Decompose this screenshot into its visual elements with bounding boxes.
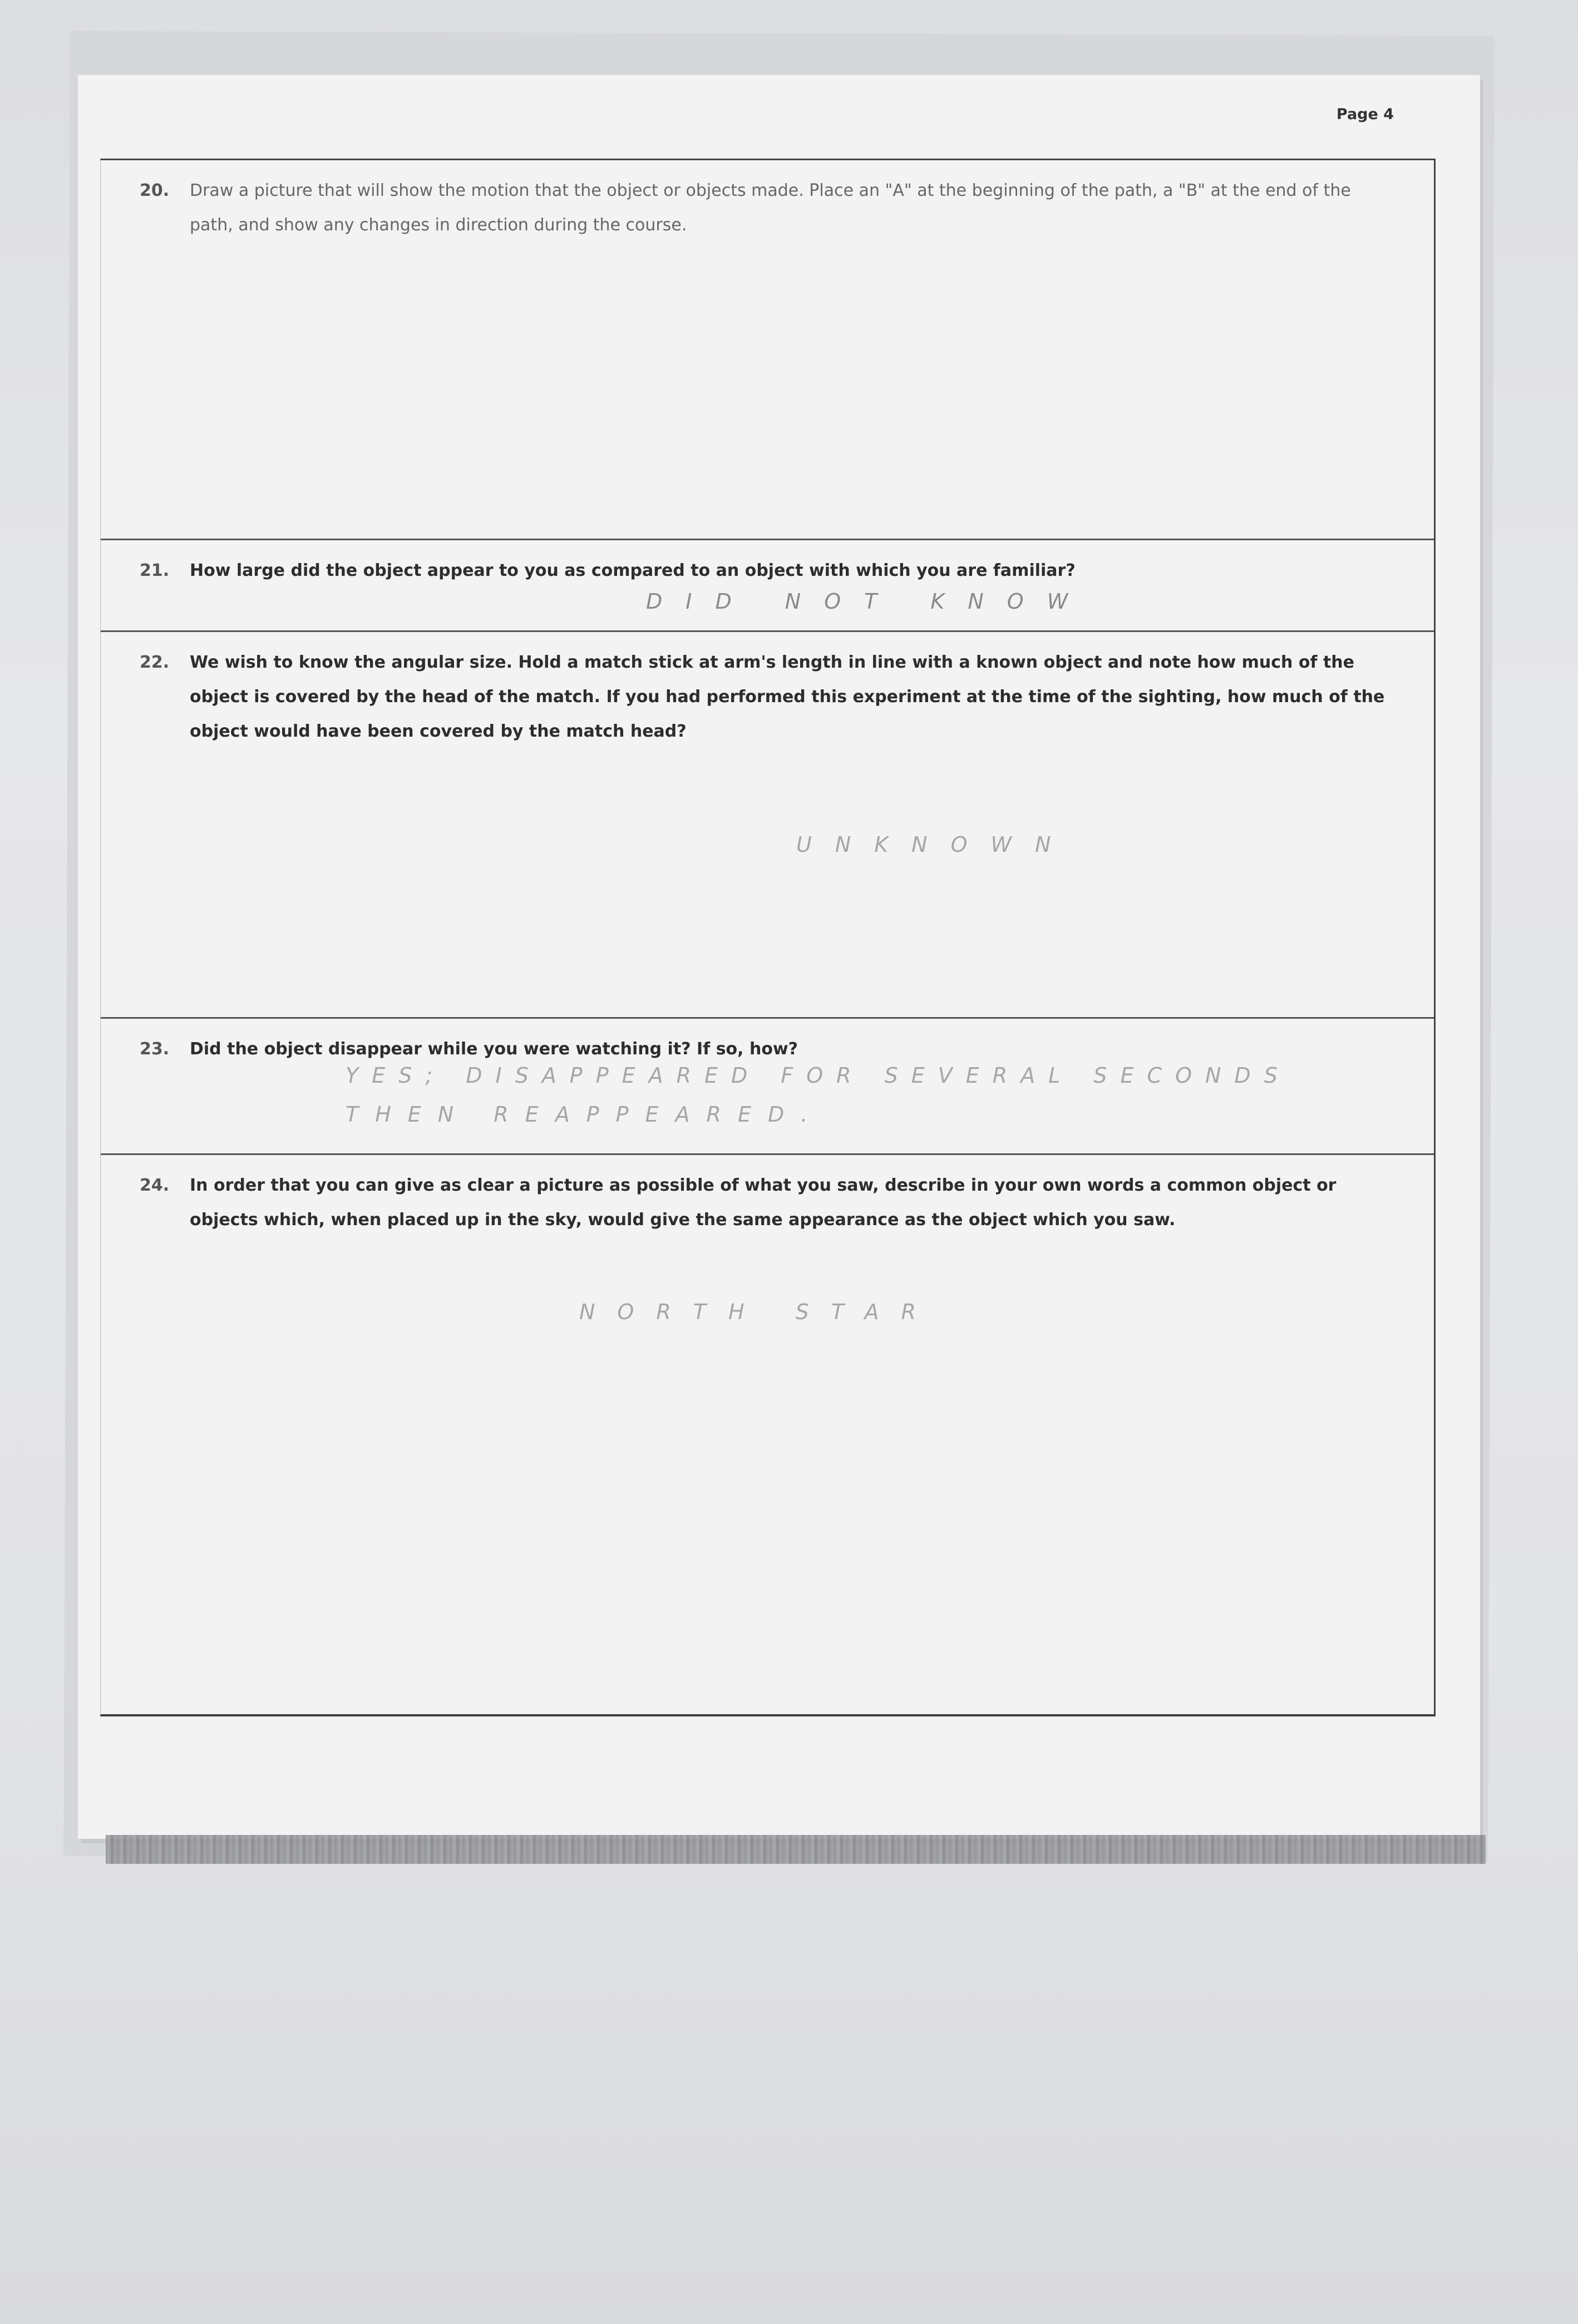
- question-text: How large did the object appear to you as compared to an object with which you are familiar?: [190, 561, 1076, 580]
- question-23: [140, 1032, 1386, 1067]
- question-text: In order that you can give as clear a picture as possible of what you saw, describe in your own words a common object or objects which, when placed up in the sky, would give the same appearance as the object which you saw.: [190, 1176, 1337, 1230]
- question-21-section: [101, 539, 1434, 630]
- question-23-section: [101, 1017, 1434, 1153]
- question-20: [140, 174, 1386, 235]
- question-number: 23.: [140, 1039, 170, 1059]
- question-number: 22.: [140, 653, 170, 672]
- question-21: [140, 554, 1386, 588]
- question-24: [140, 1168, 1386, 1230]
- handwritten-answer: DID NOT KNOW: [646, 589, 1092, 614]
- handwritten-answer-line-2: THEN REAPPEARED.: [346, 1102, 825, 1127]
- question-22: [140, 645, 1386, 741]
- question-22-section: [101, 630, 1434, 1017]
- question-24-section: [101, 1153, 1434, 1715]
- handwritten-answer: UNKNOWN: [796, 832, 1074, 857]
- scan-edge-strip: [106, 1835, 1486, 1864]
- form-page: [78, 75, 1480, 1839]
- question-number: 21.: [140, 561, 170, 580]
- questionnaire-form: [100, 159, 1436, 1716]
- handwritten-answer: NORTH STAR: [579, 1300, 938, 1324]
- question-text: Draw a picture that will show the motion that the object or objects made. Place an "A" at the beginning of the path, a "B" at the end of the path, and show any changes in direction during the course.: [190, 181, 1351, 235]
- question-number: 24.: [140, 1176, 170, 1195]
- question-text: We wish to know the angular size. Hold a match stick at arm's length in line with a known object and note how much of the object is covered by the head of the match. If you had performed this experiment at the time of the sighting, how much of the object would have been covered by the match head?: [190, 653, 1385, 741]
- question-20-section: [101, 160, 1434, 539]
- question-number: 20.: [140, 181, 170, 200]
- handwritten-answer-line-1: YES; DISAPPEARED FOR SEVERAL SECONDS: [346, 1063, 1291, 1088]
- question-text: Did the object disappear while you were watching it? If so, how?: [190, 1039, 798, 1059]
- page-number: Page 4: [1336, 106, 1394, 123]
